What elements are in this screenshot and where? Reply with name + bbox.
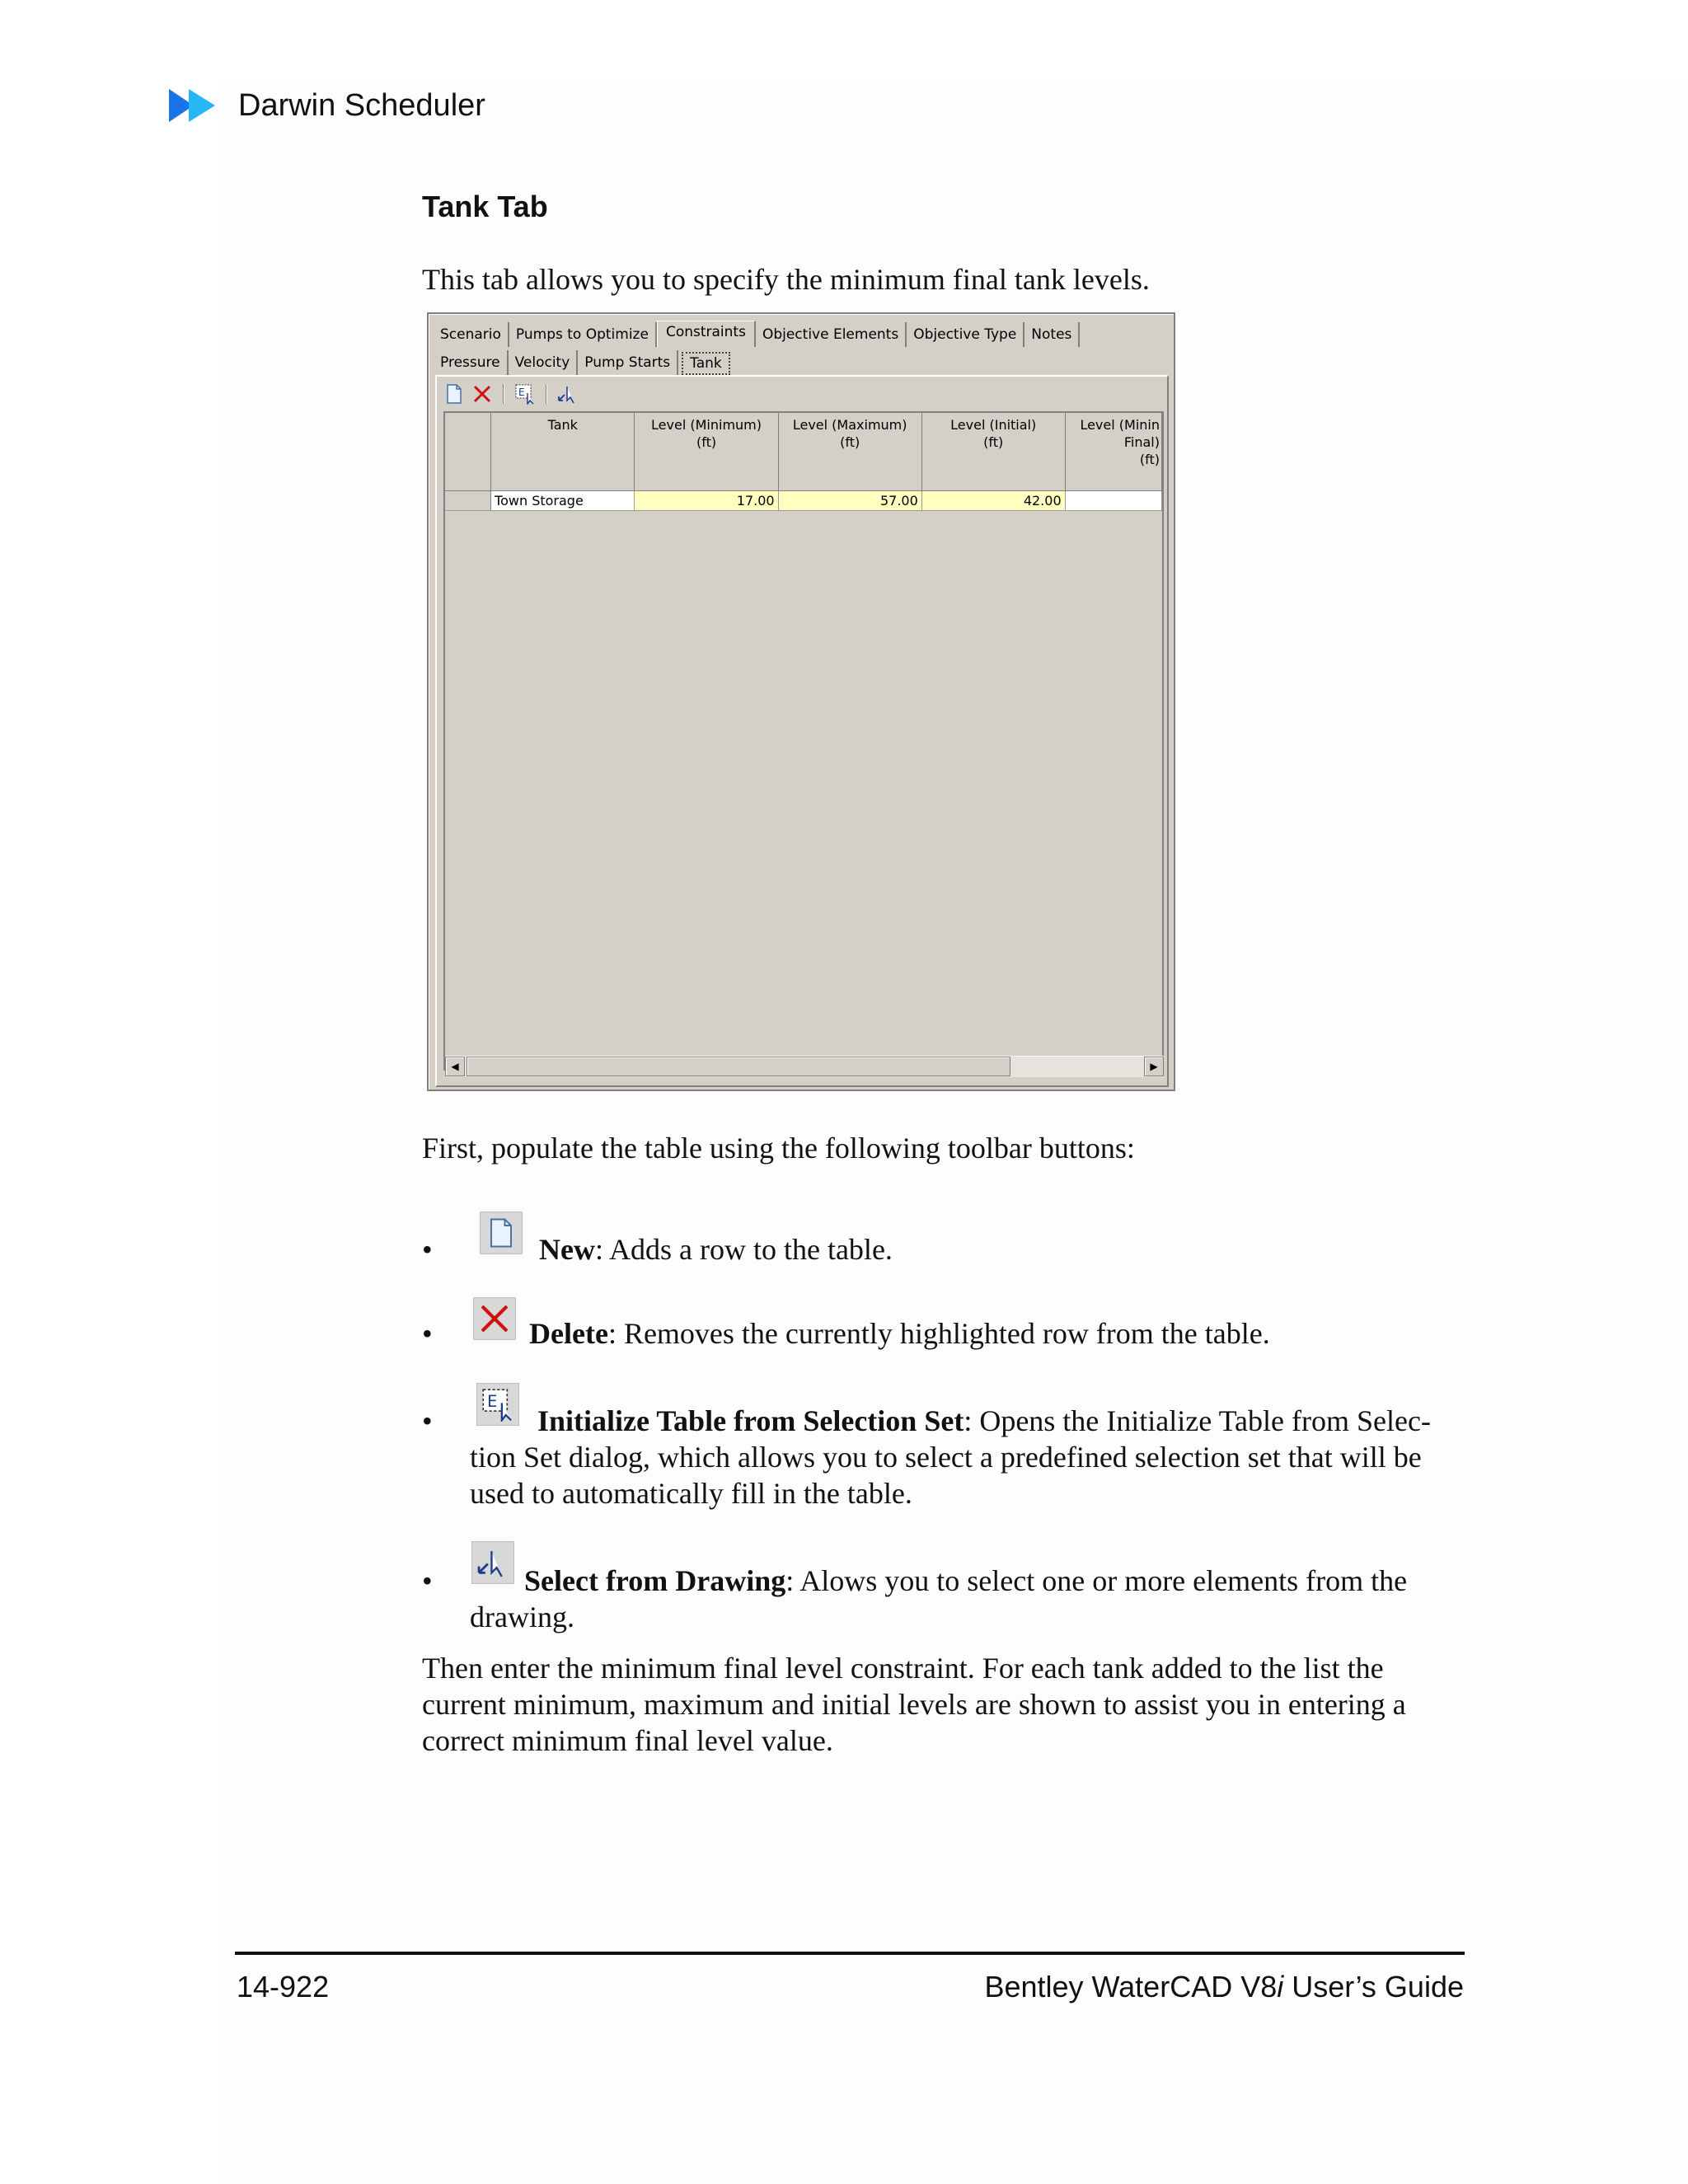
initialize-table-icon[interactable] xyxy=(514,383,536,405)
list-item-text xyxy=(539,1231,893,1268)
button-description: : Alows you to select one or more elements from the xyxy=(785,1564,1408,1597)
row-header-corner xyxy=(445,413,491,490)
column-header-level-maximum[interactable]: Level (Maximum) (ft) xyxy=(778,413,921,490)
new-icon[interactable] xyxy=(443,383,465,405)
page-number: 14-922 xyxy=(237,1970,330,2004)
tab-constraints[interactable]: Constraints xyxy=(657,321,756,347)
delete-icon xyxy=(473,1297,516,1340)
button-description: : Adds a row to the table. xyxy=(594,1233,893,1266)
list-item-text-continued: drawing. xyxy=(470,1601,574,1633)
populate-paragraph: First, populate the table using the following toolbar buttons: xyxy=(422,1132,1135,1165)
tab-pumps-to-optimize[interactable]: Pumps to Optimize xyxy=(509,322,657,347)
svg-text:E: E xyxy=(487,1392,498,1412)
cell-level-maximum[interactable]: 57.00 xyxy=(778,490,921,510)
running-header xyxy=(169,87,485,124)
double-chevron-logo-icon xyxy=(169,87,222,124)
initialize-table-icon xyxy=(476,1383,519,1426)
list-item-text xyxy=(529,1315,1270,1352)
button-name: New xyxy=(539,1233,595,1266)
bullet-dot: • xyxy=(422,1233,433,1266)
cell-level-minimum-final[interactable] xyxy=(1065,490,1161,510)
list-item-text-continued: tion Set dialog, which allows you to select a predefined selection set that will be xyxy=(470,1441,1422,1474)
row-selector[interactable] xyxy=(445,490,491,510)
section-title: Tank Tab xyxy=(422,190,548,223)
tab-notes[interactable]: Notes xyxy=(1025,322,1080,347)
button-name: Initialize Table from Selection Set xyxy=(537,1404,964,1437)
table-row[interactable] xyxy=(445,490,1162,510)
button-description: : Opens the Initialize Table from Selec- xyxy=(964,1404,1431,1437)
list-item-text xyxy=(537,1403,1431,1439)
scrollbar-thumb[interactable] xyxy=(467,1057,1010,1076)
cell-level-minimum[interactable]: 17.00 xyxy=(635,490,778,510)
button-description: : Removes the currently highlighted row from the table. xyxy=(607,1317,1270,1350)
scroll-right-icon[interactable]: ▶ xyxy=(1144,1057,1164,1076)
scroll-left-icon[interactable]: ◀ xyxy=(445,1057,465,1076)
guide-title-italic: i xyxy=(1277,1970,1284,2004)
tab-tank[interactable]: Tank xyxy=(682,352,730,375)
select-from-drawing-icon[interactable] xyxy=(557,383,579,405)
tank-panel xyxy=(435,375,1169,1087)
button-name: Delete xyxy=(529,1317,608,1350)
header-title: Darwin Scheduler xyxy=(238,87,485,123)
button-name: Select from Drawing xyxy=(524,1564,786,1597)
delete-icon[interactable] xyxy=(471,383,493,405)
tank-tab-screenshot xyxy=(427,312,1175,1091)
cell-level-initial[interactable]: 42.00 xyxy=(921,490,1065,510)
closing-paragraph-line-2: current minimum, maximum and initial levels are shown to assist you in entering a xyxy=(422,1688,1406,1721)
bullet-dot: • xyxy=(422,1317,433,1350)
tab-objective-type[interactable]: Objective Type xyxy=(907,322,1025,347)
column-header-tank[interactable]: Tank xyxy=(491,413,635,490)
list-item-text-continued: used to automatically fill in the table. xyxy=(470,1477,912,1510)
svg-text:E: E xyxy=(518,387,525,398)
guide-title-prefix: Bentley WaterCAD V8 xyxy=(984,1970,1278,2004)
grid-toolbar xyxy=(443,382,579,406)
column-header-level-initial[interactable]: Level (Initial) (ft) xyxy=(921,413,1065,490)
footer-rule xyxy=(235,1952,1465,1955)
tank-grid xyxy=(443,411,1164,1071)
column-header-level-minimum-final[interactable]: Level (Minin Final) (ft) xyxy=(1065,413,1161,490)
select-from-drawing-icon xyxy=(471,1541,514,1584)
tab-objective-elements[interactable]: Objective Elements xyxy=(756,322,907,347)
tab-pump-starts[interactable]: Pump Starts xyxy=(578,350,678,375)
horizontal-scrollbar[interactable] xyxy=(445,1056,1164,1077)
secondary-tab-row xyxy=(434,347,730,375)
tab-velocity[interactable]: Velocity xyxy=(509,350,579,375)
toolbar-separator xyxy=(503,384,504,404)
closing-paragraph-line-3: correct minimum final level value. xyxy=(422,1724,833,1757)
closing-paragraph-line-1: Then enter the minimum final level constraint. For each tank added to the list the xyxy=(422,1652,1384,1685)
column-header-level-minimum[interactable]: Level (Minimum) (ft) xyxy=(635,413,778,490)
new-icon xyxy=(480,1212,523,1254)
cell-tank[interactable]: Town Storage xyxy=(491,490,635,510)
list-item-text xyxy=(524,1563,1407,1599)
primary-tab-row xyxy=(434,317,1080,347)
bullet-dot: • xyxy=(422,1404,433,1437)
toolbar-separator xyxy=(546,384,547,404)
grid-header-row xyxy=(445,413,1162,490)
tab-scenario[interactable]: Scenario xyxy=(434,322,509,347)
guide-title xyxy=(984,1970,1464,2004)
intro-paragraph: This tab allows you to specify the minimum final tank levels. xyxy=(422,263,1150,296)
tab-pressure[interactable]: Pressure xyxy=(434,350,509,375)
guide-title-suffix: User’s Guide xyxy=(1283,1970,1464,2004)
bullet-dot: • xyxy=(422,1564,433,1597)
